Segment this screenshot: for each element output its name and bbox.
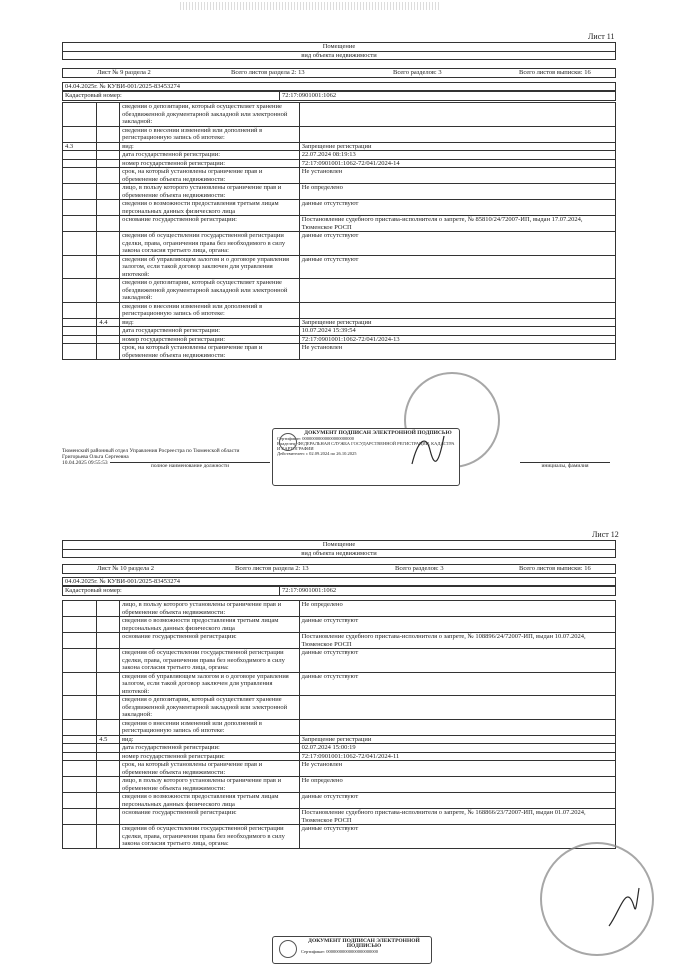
row-subnumber: [97, 184, 120, 200]
stamp-cert: Сертификат: 00000000000000000000000: [301, 949, 379, 954]
row-subnumber: [97, 142, 120, 151]
meta-row: [62, 564, 616, 574]
row-number: [63, 752, 97, 761]
table-row: [63, 335, 616, 344]
row-subnumber: [97, 126, 120, 142]
row-subnumber: [97, 344, 120, 360]
row-number: [63, 184, 97, 200]
row-value: Не установлен: [299, 344, 615, 360]
row-subnumber: [97, 744, 120, 753]
row-subnumber: [97, 327, 120, 336]
table-row: [63, 184, 616, 200]
row-number: [63, 633, 97, 649]
row-subnumber: [97, 761, 120, 777]
row-number: [63, 601, 97, 617]
encumbrance-table: [62, 102, 616, 360]
row-value: Не установлен: [299, 761, 615, 777]
encumbrance-table: [62, 600, 616, 849]
row-subnumber: [97, 825, 120, 849]
row-value: [299, 279, 615, 303]
row-label: сведения о возможности предоставления третьим лицам персональных данных физического лица: [119, 793, 299, 809]
row-label: сведения о депозитарии, который осуществляет хранение обездвиженной документарной закладной или электронной закладной:: [120, 279, 300, 303]
table-row: [63, 777, 616, 793]
row-subnumber: 4.4: [97, 318, 120, 327]
row-label: сведения об управляющем залогом и о договоре управления залогом, если такой договор заключен для управления ипотекой:: [119, 672, 299, 696]
row-number: [63, 672, 97, 696]
row-label: срок, на который установлены ограничение прав и обременение объекта недвижимости:: [120, 168, 300, 184]
row-value: Не определено: [299, 777, 615, 793]
row-label: основание государственной регистрации:: [119, 633, 299, 649]
cadastral-row: [62, 586, 616, 596]
cadastral-row: [62, 91, 616, 101]
row-label: сведения о внесении изменений или дополнений в регистрационную запись об ипотеке:: [119, 719, 299, 735]
table-row: [63, 327, 616, 336]
table-row: [63, 168, 616, 184]
row-number: [63, 159, 97, 168]
row-value: [299, 302, 615, 318]
meta-row: [62, 68, 616, 78]
handwritten-signature: [408, 430, 448, 470]
object-subtitle: вид объекта недвижимости: [63, 51, 616, 60]
table-row: [63, 825, 616, 849]
row-label: сведения об осуществлении государственной регистрации сделки, права, ограничения права без необходимого в силу закона согласия третьего лица, органа:: [119, 825, 299, 849]
row-label: сведения о внесении изменений или дополнений в регистрационную запись об ипотеке:: [120, 302, 300, 318]
row-subnumber: [97, 159, 120, 168]
row-value: данные отсутствуют: [299, 672, 615, 696]
signer-date: 10.04.2025 09:55:53: [62, 460, 108, 466]
table-row: [63, 232, 616, 256]
signer-person: Григорьева Ольга Сергеевна: [62, 454, 129, 460]
row-value: 72:17:0901001:1062-72/041/2024-11: [299, 752, 615, 761]
total-sections: Всего разделов: 3: [395, 565, 444, 572]
row-subnumber: [97, 279, 120, 303]
row-subnumber: [97, 719, 120, 735]
initials-caption: инициалы, фамилия: [520, 462, 610, 469]
table-row: [63, 761, 616, 777]
row-number: [63, 649, 97, 673]
row-number: [63, 617, 97, 633]
row-label: сведения об осуществлении государственной регистрации сделки, права, ограничения права без необходимого в силу закона согласия третьего лица, органа:: [119, 649, 299, 673]
table-row: [63, 672, 616, 696]
stamp-title: ДОКУМЕНТ ПОДПИСАН ЭЛЕКТРОННОЙ ПОДПИСЬЮ: [304, 430, 452, 436]
row-number: [63, 696, 97, 720]
table-row: [63, 633, 616, 649]
row-subnumber: [97, 672, 120, 696]
doc-number: 04.04.2025г. № КУВИ-001/2025-83453274: [62, 82, 616, 91]
row-subnumber: [97, 649, 120, 673]
row-value: данные отсутствуют: [299, 617, 615, 633]
row-subnumber: [97, 151, 120, 160]
list-of-section: Лист № 10 раздела 2: [97, 565, 154, 572]
table-row: [63, 649, 616, 673]
row-value: 02.07.2024 15:00:19: [299, 744, 615, 753]
signer-org: Тюменский районный отдел Управления Росреестра по Тюменской области: [62, 448, 240, 454]
doc-number: 04.04.2025г. № КУВИ-001/2025-83453274: [62, 577, 616, 586]
total-sheets-section: Всего листов раздела 2: 13: [235, 565, 309, 572]
row-label: сведения об управляющем залогом и о договоре управления залогом, если такой договор заключен для управления ипотекой:: [120, 255, 300, 279]
list-of-section: Лист № 9 раздела 2: [97, 69, 151, 76]
row-number: [63, 279, 97, 303]
row-number: [63, 735, 97, 744]
row-subnumber: [97, 232, 120, 256]
row-number: [63, 126, 97, 142]
row-label: дата государственной регистрации:: [119, 744, 299, 753]
total-extract-sheets: Всего листов выписки: 16: [519, 69, 591, 76]
row-value: 72:17:0901001:1062-72/041/2024-14: [299, 159, 615, 168]
row-subnumber: [97, 793, 120, 809]
row-label: вид:: [120, 142, 300, 151]
row-subnumber: [97, 633, 120, 649]
row-label: сведения о возможности предоставления третьим лицам персональных данных физического лица: [119, 617, 299, 633]
row-number: [63, 744, 97, 753]
table-row: [63, 601, 616, 617]
table-row: [63, 103, 616, 127]
object-title: Помещение: [63, 43, 616, 52]
row-value: Не определено: [299, 601, 615, 617]
row-number: [63, 151, 97, 160]
row-value: Не установлен: [299, 168, 615, 184]
row-value: Запрещение регистрации: [299, 318, 615, 327]
row-value: Постановление судебного пристава-исполнителя о запрете, № 108896/24/72007-ИП, выдан 10.07.2024, Тюменское РОСП: [299, 633, 615, 649]
row-number: [63, 761, 97, 777]
table-row: [63, 793, 616, 809]
row-label: основание государственной регистрации:: [119, 809, 299, 825]
scan-noise: [180, 2, 440, 10]
row-number: [63, 255, 97, 279]
row-label: сведения об осуществлении государственной регистрации сделки, права, ограничения права без необходимого в силу закона согласия третьего лица, органа:: [120, 232, 300, 256]
handwritten-signature: [606, 884, 642, 930]
row-value: [299, 103, 615, 127]
position-caption: полное наименование должности: [110, 462, 270, 469]
row-number: [63, 327, 97, 336]
row-label: номер государственной регистрации:: [120, 335, 300, 344]
row-label: лицо, в пользу которого установлены ограничение прав и обременение объекта недвижимости:: [120, 184, 300, 200]
table-row: [63, 696, 616, 720]
row-number: [63, 200, 97, 216]
total-sheets-section: Всего листов раздела 2: 13: [231, 69, 305, 76]
row-label: сведения о внесении изменений или дополнений в регистрационную запись об ипотеке:: [120, 126, 300, 142]
row-number: [63, 793, 97, 809]
total-extract-sheets: Всего листов выписки: 16: [519, 565, 591, 572]
row-value: [299, 126, 615, 142]
object-title: Помещение: [63, 541, 616, 550]
row-value: 72:17:0901001:1062-72/041/2024-13: [299, 335, 615, 344]
row-label: лицо, в пользу которого установлены ограничение прав и обременение объекта недвижимости:: [119, 777, 299, 793]
row-subnumber: [97, 255, 120, 279]
row-subnumber: [97, 752, 120, 761]
row-subnumber: [97, 777, 120, 793]
row-value: [299, 719, 615, 735]
stamp-cert: Сертификат: 00000000000000000000000: [277, 436, 355, 441]
row-label: сведения о депозитарии, который осуществляет хранение обездвиженной документарной закладной или электронной закладной:: [119, 696, 299, 720]
row-subnumber: [97, 103, 120, 127]
row-subnumber: [97, 168, 120, 184]
row-value: 10.07.2024 15:39:54: [299, 327, 615, 336]
row-label: вид:: [119, 735, 299, 744]
row-label: сведения о возможности предоставления третьим лицам персональных данных физического лица: [120, 200, 300, 216]
table-row: [63, 617, 616, 633]
row-subnumber: [97, 216, 120, 232]
row-value: данные отсутствуют: [299, 232, 615, 256]
row-value: данные отсутствуют: [299, 649, 615, 673]
row-value: 22.07.2024 08:19:13: [299, 151, 615, 160]
row-number: [63, 302, 97, 318]
total-sections: Всего разделов: 3: [393, 69, 442, 76]
row-subnumber: [97, 696, 120, 720]
stamp-valid: Действителен: с 02.09.2024 по 26.10.2025: [277, 451, 357, 456]
table-row: [63, 809, 616, 825]
row-subnumber: [97, 302, 120, 318]
row-number: [63, 719, 97, 735]
row-number: [63, 777, 97, 793]
emblem-icon: [279, 940, 297, 958]
table-row: [63, 255, 616, 279]
object-header: [62, 540, 616, 558]
table-row: [63, 142, 616, 151]
row-number: [63, 335, 97, 344]
table-row: [63, 279, 616, 303]
row-value: Постановление судебного пристава-исполнителя о запрете, № 168866/23/72007-ИП, выдан 01.07.2024, Тюменское РОСП: [299, 809, 615, 825]
row-label: сведения о депозитарии, который осуществляет хранение обездвиженной документарной закладной или электронной закладной:: [120, 103, 300, 127]
table-row: [63, 216, 616, 232]
row-label: основание государственной регистрации:: [120, 216, 300, 232]
row-label: вид:: [120, 318, 300, 327]
row-label: лицо, в пользу которого установлены ограничение прав и обременение объекта недвижимости:: [119, 601, 299, 617]
row-value: данные отсутствуют: [299, 200, 615, 216]
row-value: данные отсутствуют: [299, 793, 615, 809]
table-row: [63, 344, 616, 360]
emblem-icon: [279, 433, 297, 451]
cadastral-label: Кадастровый номер:: [63, 92, 280, 101]
row-number: [63, 168, 97, 184]
table-row: [63, 159, 616, 168]
row-number: [63, 232, 97, 256]
row-number: [63, 809, 97, 825]
row-subnumber: [97, 617, 120, 633]
row-subnumber: [97, 601, 120, 617]
row-subnumber: [97, 809, 120, 825]
row-number: [63, 103, 97, 127]
sheet-number: Лист 12: [592, 530, 619, 539]
row-label: номер государственной регистрации:: [120, 159, 300, 168]
row-value: данные отсутствуют: [299, 825, 615, 849]
row-number: 4.3: [63, 142, 97, 151]
table-row: [63, 302, 616, 318]
row-label: срок, на который установлены ограничение прав и обременение объекта недвижимости:: [119, 761, 299, 777]
row-value: Не определено: [299, 184, 615, 200]
row-subnumber: [97, 200, 120, 216]
row-label: срок, на который установлены ограничение прав и обременение объекта недвижимости:: [120, 344, 300, 360]
row-value: данные отсутствуют: [299, 255, 615, 279]
row-label: дата государственной регистрации:: [120, 327, 300, 336]
table-row: [63, 151, 616, 160]
table-row: [63, 735, 616, 744]
row-value: [299, 696, 615, 720]
table-row: [63, 126, 616, 142]
table-row: [63, 744, 616, 753]
stamp-owner: Владелец: ФЕДЕРАЛЬНАЯ СЛУЖБА ГОСУДАРСТВЕННОЙ РЕГИСТРАЦИИ, КАДАСТРА И КАРТОГРАФИИ: [277, 441, 455, 451]
stamp-title: ДОКУМЕНТ ПОДПИСАН ЭЛЕКТРОННОЙ ПОДПИСЬЮ: [308, 938, 420, 949]
row-value: Запрещение регистрации: [299, 735, 615, 744]
table-row: [63, 318, 616, 327]
page-1: [0, 0, 678, 480]
row-value: Запрещение регистрации: [299, 142, 615, 151]
row-number: [63, 216, 97, 232]
table-row: [63, 752, 616, 761]
sheet-number: Лист 11: [588, 32, 615, 41]
row-subnumber: [97, 335, 120, 344]
table-row: [63, 719, 616, 735]
cadastral-value: 72:17:0901001:1062: [280, 92, 616, 101]
row-value: Постановление судебного пристава-исполнителя о запрете, № 85810/24/72007-ИП, выдан 17.07.2024, Тюменское РОСП: [299, 216, 615, 232]
row-number: [63, 318, 97, 327]
row-label: номер государственной регистрации:: [119, 752, 299, 761]
object-subtitle: вид объекта недвижимости: [63, 549, 616, 558]
row-label: дата государственной регистрации:: [120, 151, 300, 160]
row-number: [63, 825, 97, 849]
page-2: [0, 522, 678, 960]
row-number: [63, 344, 97, 360]
row-subnumber: 4.5: [97, 735, 120, 744]
object-header: [62, 42, 616, 60]
cadastral-label: Кадастровый номер:: [63, 587, 280, 596]
table-row: [63, 200, 616, 216]
cadastral-value: 72:17:0901001:1062: [280, 587, 616, 596]
